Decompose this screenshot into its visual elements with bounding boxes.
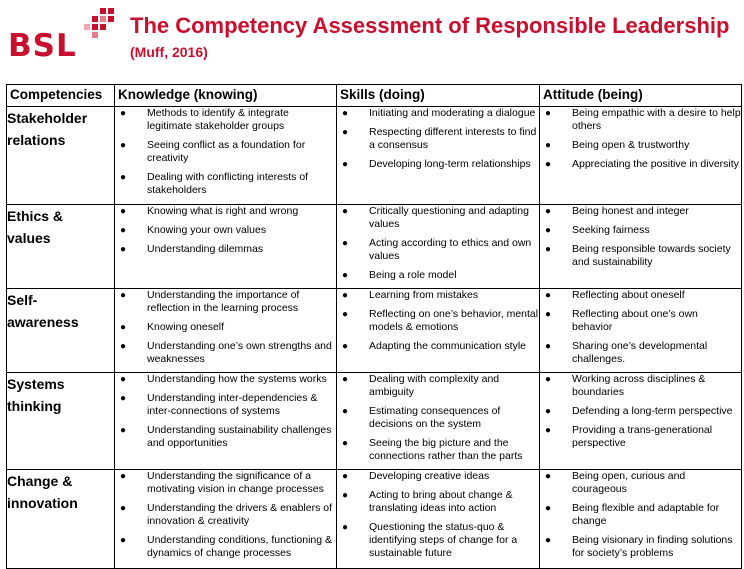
skills-cell (337, 373, 540, 470)
knowledge-cell (115, 205, 337, 289)
table-body (7, 107, 742, 569)
bullet-icon: ● (545, 159, 552, 170)
bullet-icon: ● (342, 490, 349, 501)
list-item (340, 158, 539, 171)
competency-label: Systems (7, 376, 65, 392)
table-header-row (7, 85, 742, 107)
bullet-icon: ● (545, 535, 552, 546)
bullet-icon: ● (120, 471, 127, 482)
table-row (7, 205, 742, 289)
list-item (543, 224, 741, 237)
skills-item-text: Developing creative ideas (369, 470, 490, 482)
logo-dots-icon (82, 8, 114, 40)
bullet-icon: ● (120, 172, 127, 183)
list-item (118, 534, 336, 560)
attitude-item-text: Reflecting about oneself (572, 289, 685, 301)
header-skills: Skills (doing) (337, 85, 540, 107)
list-item (340, 340, 539, 353)
knowledge-item-text: Methods to identify & integrate legitimate stakeholder groups (147, 107, 289, 132)
attitude-list (540, 373, 741, 450)
knowledge-item-text: Dealing with conflicting interests of stakeholders (147, 171, 309, 196)
list-item (543, 243, 741, 269)
bullet-icon: ● (342, 159, 349, 170)
header-competencies: Competencies (7, 85, 115, 107)
bullet-icon: ● (120, 290, 127, 301)
knowledge-item-text: Knowing what is right and wrong (147, 205, 299, 217)
header-attitude: Attitude (being) (540, 85, 742, 107)
skills-item-text: Respecting different interests to find a consensus (369, 126, 537, 151)
list-item (340, 405, 539, 431)
knowledge-item-text: Understanding the drivers & enablers of innovation & creativity (147, 502, 333, 527)
bullet-icon: ● (545, 309, 552, 320)
list-item (118, 224, 336, 237)
page-subtitle: (Muff, 2016) (130, 44, 208, 60)
knowledge-item-text: Seeing conflict as a foundation for creativity (147, 139, 306, 164)
skills-item-text: Adapting the communication style (369, 340, 527, 352)
bullet-icon: ● (342, 374, 349, 385)
bullet-icon: ● (342, 406, 349, 417)
attitude-item-text: Defending a long-term perspective (572, 405, 733, 417)
bullet-icon: ● (342, 522, 349, 533)
attitude-item-text: Being open, curious and courageous (572, 470, 686, 495)
bullet-icon: ● (120, 374, 127, 385)
skills-item-text: Learning from mistakes (369, 289, 479, 301)
header-knowledge: Knowledge (knowing) (115, 85, 337, 107)
list-item (340, 521, 539, 560)
skills-item-text: Being a role model (369, 269, 457, 281)
skills-item-text: Developing long-term relationships (369, 158, 531, 170)
list-item (118, 205, 336, 218)
list-item (543, 405, 741, 418)
skills-list (337, 107, 539, 171)
list-item (340, 289, 539, 302)
bullet-icon: ● (120, 225, 127, 236)
knowledge-item-text: Understanding how the systems works (147, 373, 327, 385)
knowledge-list (115, 289, 336, 366)
list-item (543, 107, 741, 133)
list-item (340, 308, 539, 334)
skills-cell (337, 289, 540, 373)
bullet-icon: ● (545, 290, 552, 301)
list-item (118, 289, 336, 315)
attitude-list (540, 205, 741, 269)
bullet-icon: ● (342, 438, 349, 449)
table-row (7, 289, 742, 373)
knowledge-item-text: Knowing your own values (147, 224, 267, 236)
bullet-icon: ● (342, 108, 349, 119)
skills-item-text: Reflecting on one’s behavior, mental models & emotions (369, 308, 539, 333)
bullet-icon: ● (120, 140, 127, 151)
bullet-icon: ● (342, 290, 349, 301)
competency-cell (7, 107, 115, 205)
skills-cell (337, 205, 540, 289)
skills-cell (337, 107, 540, 205)
competency-label: innovation (7, 495, 78, 511)
bullet-icon: ● (545, 406, 552, 417)
competency-label: Change & (7, 473, 73, 489)
competency-cell (7, 289, 115, 373)
list-item (340, 489, 539, 515)
skills-item-text: Dealing with complexity and ambiguity (369, 373, 500, 398)
attitude-item-text: Seeking fairness (572, 224, 650, 236)
list-item (543, 470, 741, 496)
knowledge-item-text: Understanding inter-dependencies & inter-connections of systems (147, 392, 318, 417)
attitude-cell (540, 205, 742, 289)
attitude-item-text: Being honest and integer (572, 205, 689, 217)
competency-cell (7, 470, 115, 569)
bullet-icon: ● (120, 535, 127, 546)
skills-item-text: Questioning the status-quo & identifying steps of change for a sustainable future (369, 521, 518, 559)
skills-cell (337, 470, 540, 569)
knowledge-list (115, 373, 336, 450)
bullet-icon: ● (342, 238, 349, 249)
list-item (118, 243, 336, 256)
list-item (340, 470, 539, 483)
bullet-icon: ● (545, 206, 552, 217)
skills-item-text: Estimating consequences of decisions on the system (369, 405, 501, 430)
competency-label: Ethics & (7, 208, 64, 224)
list-item (543, 139, 741, 152)
competency-cell (7, 373, 115, 470)
skills-list (337, 470, 539, 560)
table-row (7, 470, 742, 569)
logo-text: BSL (8, 28, 77, 64)
attitude-item-text: Being empathic with a desire to help others (572, 107, 741, 132)
list-item (543, 340, 741, 366)
list-item (543, 308, 741, 334)
list-item (340, 126, 539, 152)
table-row (7, 373, 742, 470)
bullet-icon: ● (545, 244, 552, 255)
list-item (118, 107, 336, 133)
knowledge-item-text: Understanding sustainability challenges and opportunities (147, 424, 332, 449)
bullet-icon: ● (342, 127, 349, 138)
attitude-item-text: Appreciating the positive in diversity (572, 158, 739, 170)
knowledge-cell (115, 107, 337, 205)
skills-list (337, 373, 539, 463)
list-item (340, 205, 539, 231)
bullet-icon: ● (545, 140, 552, 151)
attitude-item-text: Reflecting about one’s own behavior (572, 308, 698, 333)
list-item (118, 373, 336, 386)
bullet-icon: ● (545, 341, 552, 352)
bullet-icon: ● (120, 341, 127, 352)
attitude-item-text: Being responsible towards society and sustainability (572, 243, 731, 268)
bullet-icon: ● (545, 425, 552, 436)
competency-table (6, 84, 742, 569)
attitude-cell (540, 470, 742, 569)
skills-item-text: Seeing the big picture and the connections rather than the parts (369, 437, 523, 462)
attitude-item-text: Being open & trustworthy (572, 139, 690, 151)
attitude-list (540, 470, 741, 560)
list-item (118, 340, 336, 366)
skills-item-text: Acting to bring about change & translating ideas into action (369, 489, 513, 514)
bullet-icon: ● (545, 374, 552, 385)
list-item (543, 289, 741, 302)
list-item (118, 171, 336, 197)
competency-label: Stakeholder (7, 110, 88, 126)
knowledge-list (115, 205, 336, 256)
bullet-icon: ● (545, 503, 552, 514)
bullet-icon: ● (342, 341, 349, 352)
skills-list (337, 289, 539, 353)
list-item (118, 502, 336, 528)
knowledge-item-text: Understanding the importance of reflection in the learning process (147, 289, 300, 314)
attitude-list (540, 107, 741, 171)
competency-label: thinking (7, 398, 62, 414)
bullet-icon: ● (120, 206, 127, 217)
bullet-icon: ● (342, 309, 349, 320)
list-item (543, 373, 741, 399)
list-item (118, 392, 336, 418)
list-item (340, 269, 539, 282)
knowledge-list (115, 470, 336, 560)
bullet-icon: ● (545, 225, 552, 236)
attitude-cell (540, 373, 742, 470)
list-item (340, 107, 539, 120)
bullet-icon: ● (342, 471, 349, 482)
competency-cell (7, 205, 115, 289)
skills-item-text: Initiating and moderating a dialogue (369, 107, 536, 119)
list-item (118, 139, 336, 165)
bullet-icon: ● (545, 108, 552, 119)
competency-label: values (7, 230, 51, 246)
attitude-item-text: Sharing one’s developmental challenges. (572, 340, 708, 365)
bullet-icon: ● (342, 206, 349, 217)
list-item (340, 437, 539, 463)
attitude-item-text: Working across disciplines & boundaries (572, 373, 706, 398)
knowledge-cell (115, 289, 337, 373)
page-title: The Competency Assessment of Responsible Leadership (130, 13, 730, 38)
bullet-icon: ● (120, 503, 127, 514)
knowledge-cell (115, 373, 337, 470)
attitude-item-text: Providing a trans-generational perspective (572, 424, 713, 449)
attitude-cell (540, 107, 742, 205)
attitude-cell (540, 289, 742, 373)
skills-item-text: Critically questioning and adapting values (369, 205, 529, 230)
knowledge-item-text: Understanding one’s own strengths and weaknesses (147, 340, 332, 365)
attitude-item-text: Being flexible and adaptable for change (572, 502, 720, 527)
table-row (7, 107, 742, 205)
competency-label: awareness (7, 314, 79, 330)
attitude-item-text: Being visionary in finding solutions for society’s problems (572, 534, 733, 559)
knowledge-item-text: Understanding conditions, functioning & dynamics of change processes (147, 534, 333, 559)
bullet-icon: ● (120, 425, 127, 436)
list-item (543, 424, 741, 450)
attitude-list (540, 289, 741, 366)
competency-label: Self- (7, 292, 38, 308)
list-item (118, 424, 336, 450)
knowledge-cell (115, 470, 337, 569)
knowledge-list (115, 107, 336, 197)
knowledge-item-text: Understanding dilemmas (147, 243, 264, 255)
competency-label: relations (7, 132, 66, 148)
list-item (543, 534, 741, 560)
bullet-icon: ● (120, 393, 127, 404)
list-item (543, 205, 741, 218)
bullet-icon: ● (120, 322, 127, 333)
skills-list (337, 205, 539, 282)
knowledge-item-text: Understanding the significance of a motivating vision in change processes (147, 470, 324, 495)
list-item (118, 321, 336, 334)
bullet-icon: ● (342, 270, 349, 281)
list-item (543, 158, 741, 171)
bullet-icon: ● (545, 471, 552, 482)
skills-item-text: Acting according to ethics and own values (369, 237, 532, 262)
list-item (543, 502, 741, 528)
knowledge-item-text: Knowing oneself (147, 321, 225, 333)
bullet-icon: ● (120, 108, 127, 119)
list-item (118, 470, 336, 496)
bsl-logo (8, 8, 116, 64)
bullet-icon: ● (120, 244, 127, 255)
list-item (340, 373, 539, 399)
list-item (340, 237, 539, 263)
